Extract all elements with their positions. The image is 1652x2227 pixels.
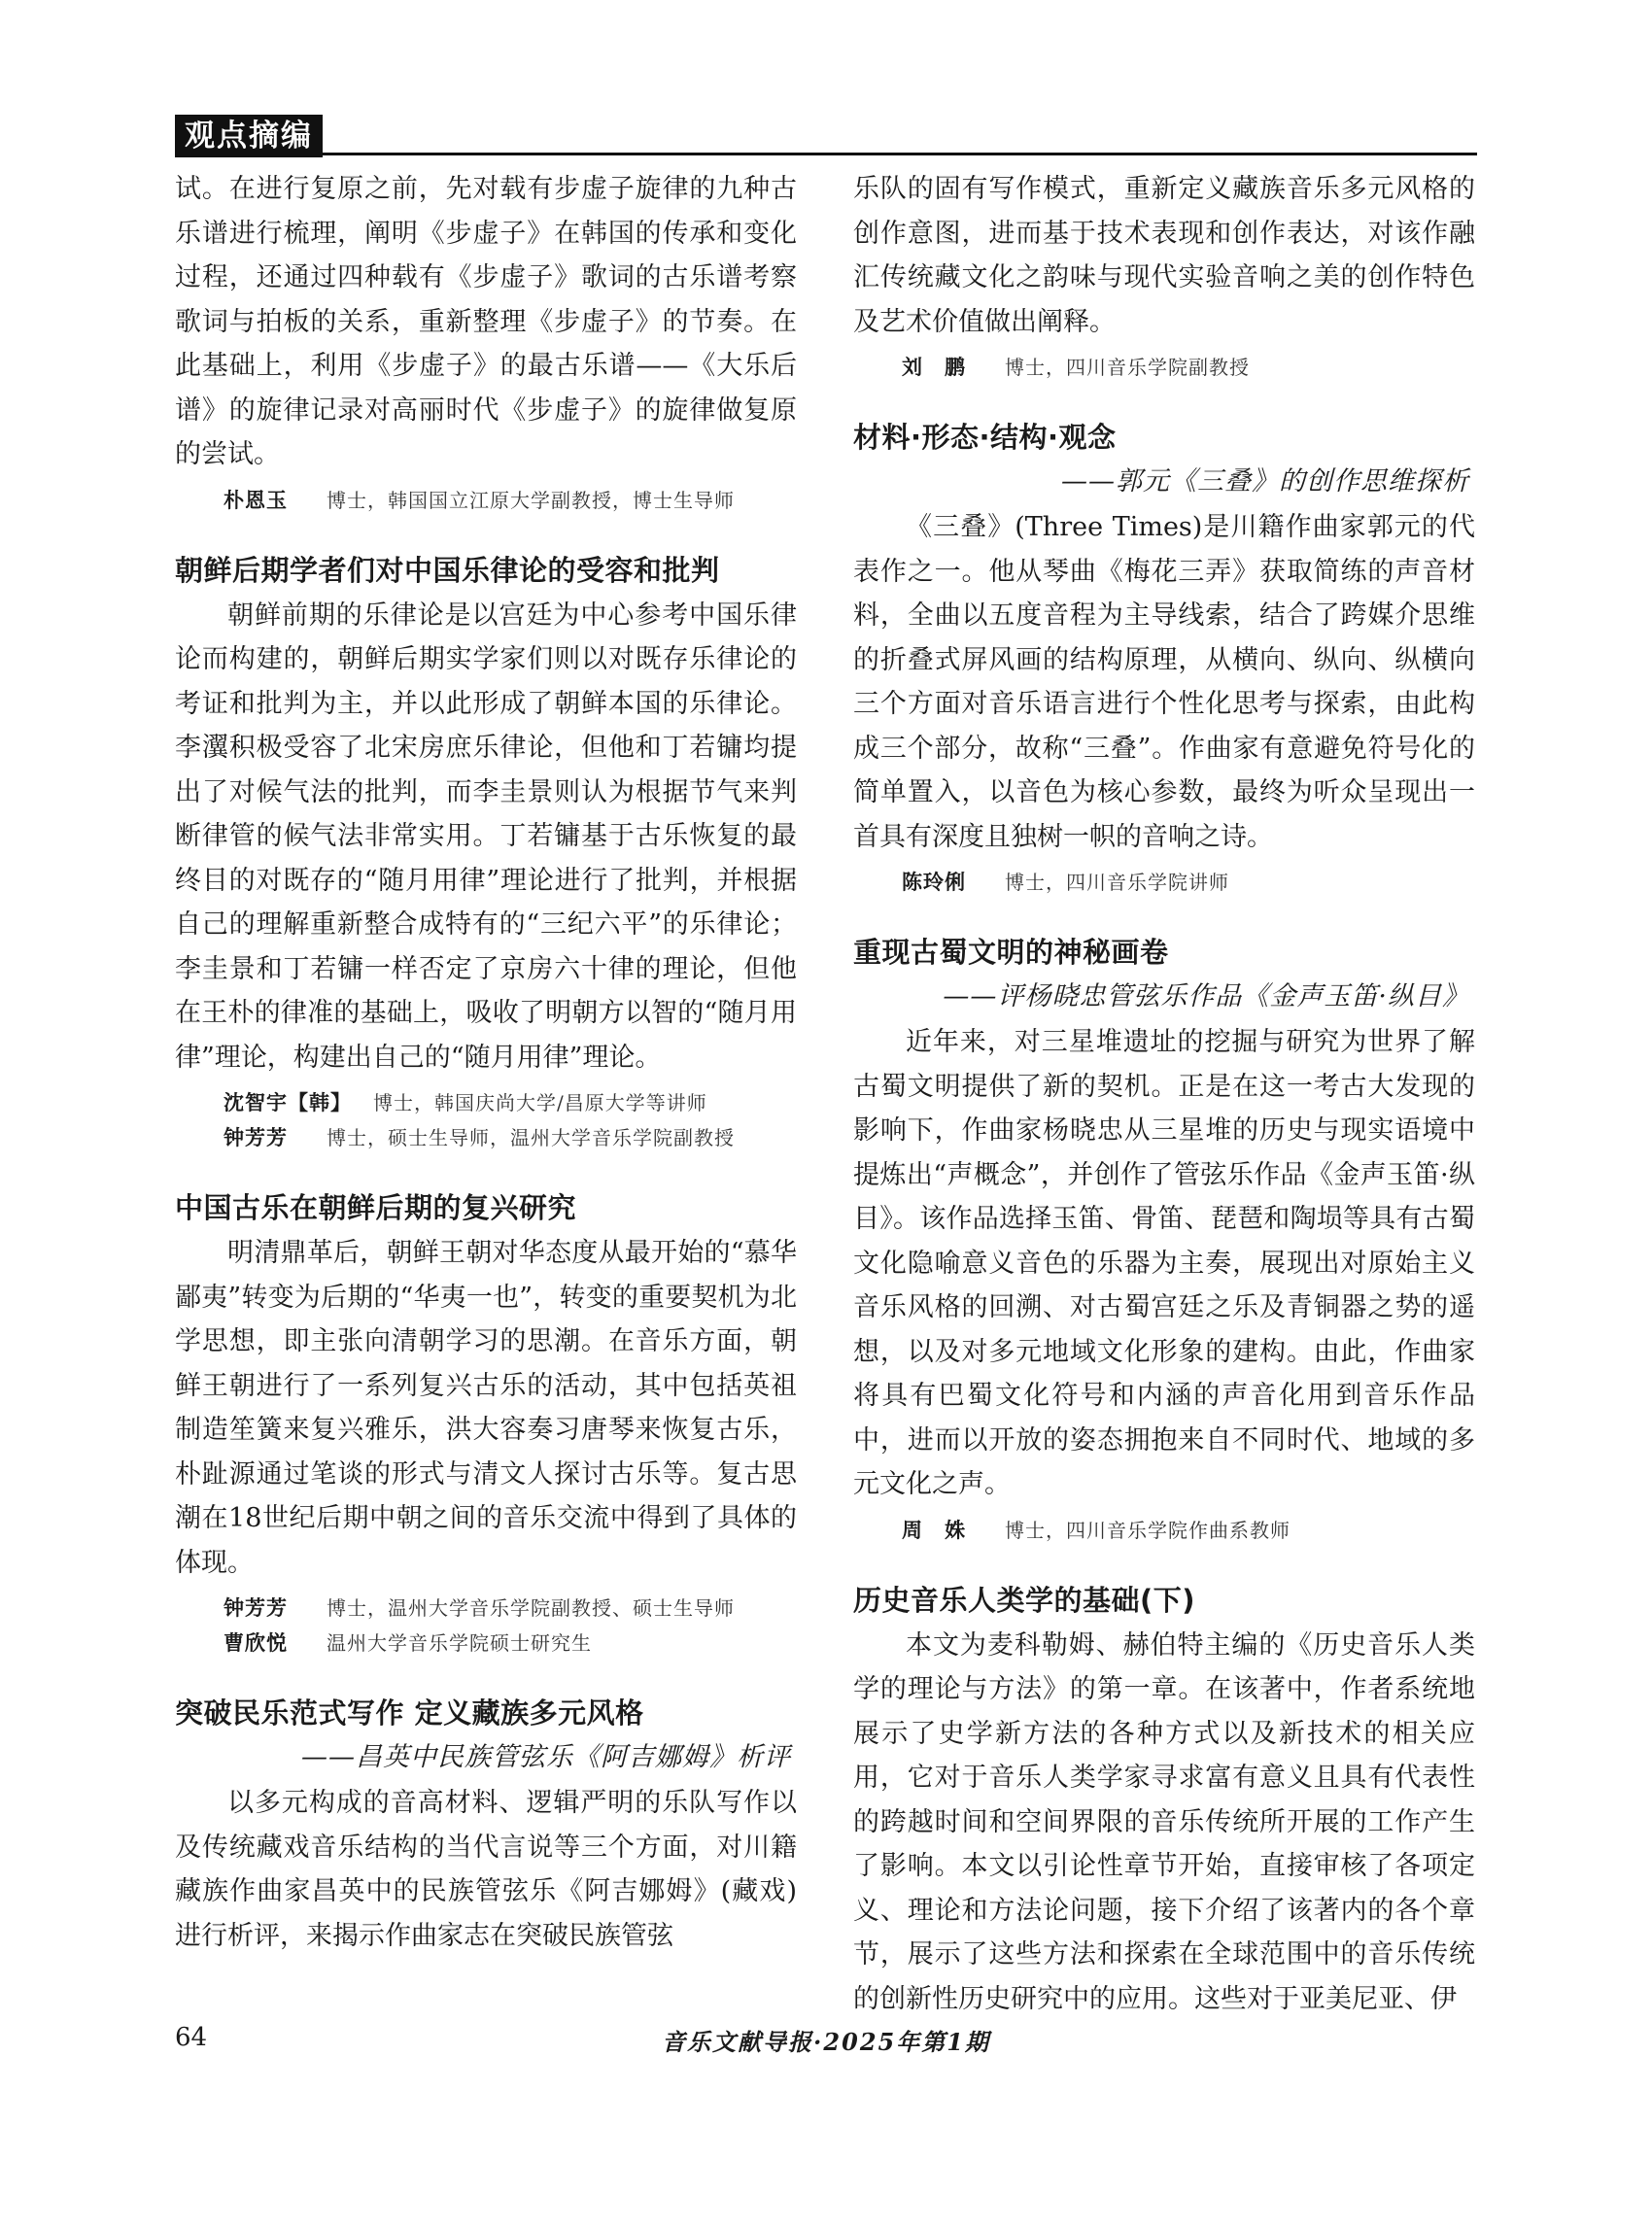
- author-name: 曹欣悦: [224, 1631, 288, 1655]
- author-role: 博士，硕士生导师，温州大学音乐学院副教授: [327, 1126, 735, 1149]
- author-line: [175, 1085, 797, 1120]
- article2-title: 朝鲜后期学者们对中国乐律论的受容和批判: [175, 553, 720, 587]
- article6-title: 重现古蜀文明的神秘画卷: [853, 936, 1169, 969]
- author-line: [175, 1626, 797, 1661]
- author-line: [853, 350, 1475, 385]
- article4-title: 突破民乐范式写作 定义藏族多元风格: [175, 1696, 644, 1730]
- author-line: [175, 1591, 797, 1626]
- author-line: [175, 483, 797, 518]
- author-role: 博士，温州大学音乐学院副教授、硕士生导师: [327, 1596, 735, 1620]
- article4-body: 以多元构成的音高材料、逻辑严明的乐队写作以及传统藏戏音乐结构的当代言说等三个方面，对川籍藏族作曲家昌英中的民族管弦乐《阿吉娜姆》(藏戏)进行析评，来揭示作曲家志在突破民族管弦: [175, 1788, 797, 1951]
- journal-name: 音乐文献导报·2025年第1期: [662, 2028, 990, 2056]
- author-line: [175, 1120, 797, 1155]
- article7-title: 历史音乐人类学的基础(下): [853, 1583, 1196, 1617]
- page-number: 64: [175, 2023, 208, 2052]
- author-name: 周 姝: [902, 1518, 966, 1542]
- article3-title: 中国古乐在朝鲜后期的复兴研究: [175, 1191, 577, 1224]
- author-name: 钟芳芳: [224, 1596, 288, 1620]
- article4-subtitle: ——昌英中民族管弦乐《阿吉娜姆》析评: [301, 1742, 791, 1772]
- article4-body-continued: 乐队的固有写作模式，重新定义藏族音乐多元风格的创作意图，进而基于技术表现和创作表达，对该作融汇传统藏文化之韵味与现代实验音响之美的创作特色及艺术价值做出阐释。: [853, 174, 1475, 337]
- article5-subtitle: ——郭元《三叠》的创作思维探析: [1061, 466, 1469, 497]
- author-role: 博士，四川音乐学院作曲系教师: [1005, 1518, 1291, 1542]
- left-column: [175, 167, 797, 2018]
- author-line: [853, 865, 1475, 900]
- author-name: 刘 鹏: [902, 356, 966, 379]
- author-role: 博士，四川音乐学院副教授: [1005, 356, 1250, 379]
- author-role: 温州大学音乐学院硕士研究生: [327, 1631, 592, 1655]
- article6-body: 近年来，对三星堆遗址的挖掘与研究为世界了解古蜀文明提供了新的契机。正是在这一考古大发现的影响下，作曲家杨晓忠从三星堆的历史与现实语境中提炼出“声概念”，并创作了管弦乐作品《金声玉笛·纵目》。该作品选择玉笛、骨笛、琵琶和陶埙等具有古蜀文化隐喻意义音色的乐器为主奏，展现出对原始主义音乐风格的回溯、对古蜀宫廷之乐及青铜器之势的遥想，以及对多元地域文化形象的建构。由此，作曲家将具有巴蜀文化符号和内涵的声音化用到音乐作品中，进而以开放的姿态拥抱来自不同时代、地域的多元文化之声。: [853, 1027, 1475, 1499]
- article5-body: 《三叠》(Three Times)是川籍作曲家郭元的代表作之一。他从琴曲《梅花三弄》获取简练的声音材料，全曲以五度音程为主导线索，结合了跨媒介思维的折叠式屏风画的结构原理，从横向、纵向、纵横向三个方面对音乐语言进行个性化思考与探索，由此构成三个部分，故称“三叠”。作曲家有意避免符号化的简单置入，以音色为核心参数，最终为听众呈现出一首具有深度且独树一帜的音响之诗。: [853, 512, 1475, 852]
- author-name: 朴恩玉: [224, 488, 288, 512]
- page-header: [175, 115, 1477, 157]
- author-line: [853, 1513, 1475, 1548]
- author-name: 沈智宇【韩】: [224, 1091, 352, 1114]
- header-rule: [321, 153, 1477, 155]
- article1-body: 试。在进行复原之前，先对载有步虚子旋律的九种古乐谱进行梳理，阐明《步虚子》在韩国的传承和变化过程，还通过四种载有《步虚子》歌词的古乐谱考察歌词与拍板的关系，重新整理《步虚子》的节奏。在此基础上，利用《步虚子》的最古乐谱——《大乐后谱》的旋律记录对高丽时代《步虚子》的旋律做复原的尝试。: [175, 174, 797, 469]
- author-role: 博士，韩国庆尚大学/昌原大学等讲师: [373, 1091, 707, 1114]
- author-name: 陈玲俐: [902, 871, 966, 894]
- article5-title: 材料·形态·结构·观念: [853, 421, 1117, 454]
- article3-body: 明清鼎革后，朝鲜王朝对华态度从最开始的“慕华鄙夷”转变为后期的“华夷一也”，转变的重要契机为北学思想，即主张向清朝学习的思潮。在音乐方面，朝鲜王朝进行了一系列复兴古乐的活动，其中包括英祖制造笙簧来复兴雅乐，洪大容奏习唐琴来恢复古乐，朴趾源通过笔谈的形式与清文人探讨古乐等。复古思潮在18世纪后期中朝之间的音乐交流中得到了具体的体现。: [175, 1238, 797, 1578]
- right-column: [853, 167, 1475, 2018]
- article6-subtitle: ——评杨晓忠管弦乐作品《金声玉笛·纵目》: [943, 981, 1469, 1011]
- author-name: 钟芳芳: [224, 1126, 288, 1149]
- article2-body: 朝鲜前期的乐律论是以宫廷为中心参考中国乐律论而构建的，朝鲜后期实学家们则以对既存乐律论的考证和批判为主，并以此形成了朝鲜本国的乐律论。李瀷积极受容了北宋房庶乐律论，但他和丁若镛均提出了对候气法的批判，而李圭景则认为根据节气来判断律管的候气法非常实用。丁若镛基于古乐恢复的最终目的对既存的“随月用律”理论进行了批判，并根据自己的理解重新整合成特有的“三纪六平”的乐律论；李圭景和丁若镛一样否定了京房六十律的理论，但他在王朴的律准的基础上，吸收了明朝方以智的“随月用律”理论，构建出自己的“随月用律”理论。: [175, 600, 797, 1073]
- section-title: 观点摘编: [175, 115, 323, 157]
- article7-body: 本文为麦科勒姆、赫伯特主编的《历史音乐人类学的理论与方法》的第一章。在该著中，作者系统地展示了史学新方法的各种方式以及新技术的相关应用，它对于音乐人类学家寻求富有意义且具有代表性的跨越时间和空间界限的音乐传统所开展的工作产生了影响。本文以引论性章节开始，直接审核了各项定义、理论和方法论问题，接下介绍了该著内的各个章节，展示了这些方法和探索在全球范围中的音乐传统的创新性历史研究中的应用。这些对于亚美尼亚、伊: [853, 1629, 1475, 2014]
- author-role: 博士，四川音乐学院讲师: [1005, 871, 1229, 894]
- author-role: 博士，韩国国立江原大学副教授，博士生导师: [327, 488, 735, 512]
